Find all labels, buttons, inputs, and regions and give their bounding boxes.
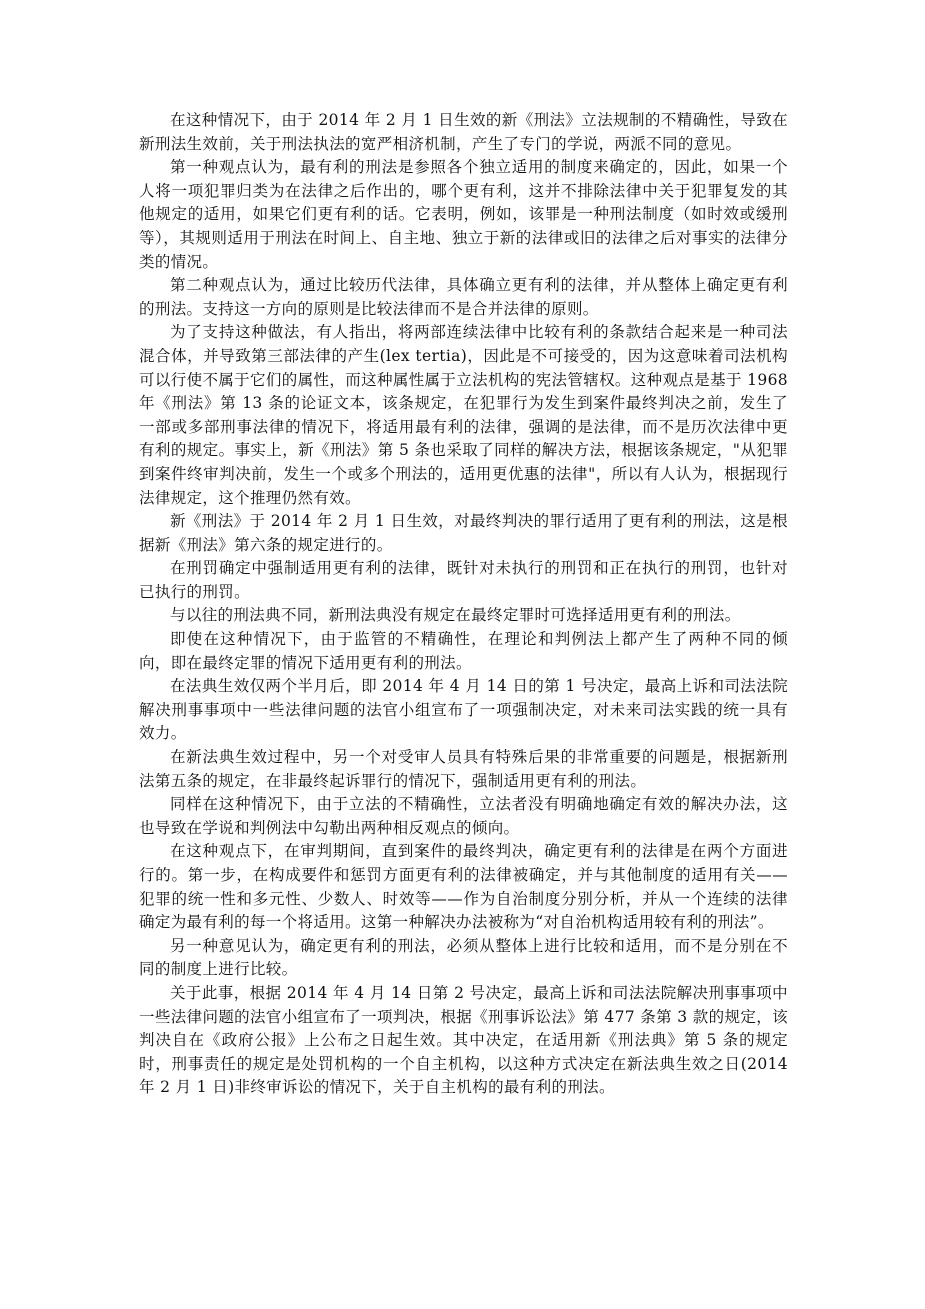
paragraph: 与以往的刑法典不同，新刑法典没有规定在最终定罪时可选择适用更有利的刑法。 [170,606,741,625]
paragraph: 即使在这种情况下，由于监管的不精确性，在理论和判例法上都产生了两种不同的倾向，即在最终定罪的情况下适用更有利的刑法。 [139,630,788,672]
paragraph: 在法典生效仅两个半月后，即 2014 年 4 月 14 日的第 1 号决定，最高上诉和司法法院解决刑事事项中一些法律问题的法官小组宣布了一项强制决定，对未来司法实践的统一具有效力。 [139,677,788,743]
paragraph: 第二种观点认为，通过比较历代法律，具体确立更有利的法律，并从整体上确定更有利的刑法。支持这一方向的原则是比较法律而不是合并法律的原则。 [139,276,788,318]
paragraph: 同样在这种情况下，由于立法的不精确性，立法者没有明确地确定有效的解决办法，这也导致在学说和判例法中勾勒出两种相反观点的倾向。 [139,795,788,837]
paragraph: 新《刑法》于 2014 年 2 月 1 日生效，对最终判决的罪行适用了更有利的刑法，这是根据新《刑法》第六条的规定进行的。 [139,512,788,554]
document-body [139,109,788,1100]
paragraph: 在新法典生效过程中，另一个对受审人员具有特殊后果的非常重要的问题是，根据新刑法第五条的规定，在非最终起诉罪行的情况下，强制适用更有利的刑法。 [139,748,788,790]
paragraph: 第一种观点认为，最有利的刑法是参照各个独立适用的制度来确定的，因此，如果一个人将一项犯罪归类为在法律之后作出的，哪个更有利，这并不排除法律中关于犯罪复发的其他规定的适用，如果它们更有利的话。它表明，例如，该罪是一种刑法制度（如时效或缓刑等），其规则适用于刑法在时间上、自主地、独立于新的法律或旧的法律之后对事实的法律分类的情况。 [139,158,788,271]
paragraph: 关于此事，根据 2014 年 4 月 14 日第 2 号决定，最高上诉和司法法院解决刑事事项中一些法律问题的法官小组宣布了一项判决，根据《刑事诉讼法》第 477 条第 3 款的规定，该判决自在《政府公报》上公布之日起生效。其中决定，在适用新《刑法典》第 5 条的规定时，刑事责任的规定是处罚机构的一个自主机构，以这种方式决定在新法典生效之日(2014 年 2 月 1 日)非终审诉讼的情况下，关于自主机构的最有利的刑法。 [139,983,788,1097]
paragraph: 为了支持这种做法，有人指出，将两部连续法律中比较有利的条款结合起来是一种司法混合体，并导致第三部法律的产生(lex tertia)，因此是不可接受的，因为这意味着司法机构可以行使不属于它们的属性，而这种属性属于立法机构的宪法管辖权。这种观点是基于 1968 年《刑法》第 13 条的论证文本，该条规定，在犯罪行为发生到案件最终判决之前，发生了一部或多部刑事法律的情况下，将适用最有利的法律，强调的是法律，而不是历次法律中更有利的规定。事实上，新《刑法》第 5 条也采取了同样的解决方法，根据该条规定，"从犯罪到案件终审判决前，发生一个或多个刑法的，适用更优惠的法律"，所以有人认为，根据现行法律规定，这个推理仍然有效。 [139,323,788,507]
paragraph: 在这种观点下，在审判期间，直到案件的最终判决，确定更有利的法律是在两个方面进行的。第一步，在构成要件和惩罚方面更有利的法律被确定，并与其他制度的适用有关——犯罪的统一性和多元性、少数人、时效等——作为自治制度分别分析，并从一个连续的法律确定为最有利的每一个将适用。这第一种解决办法被称为“对自治机构适用较有利的刑法”。 [139,842,788,932]
paragraph: 另一种意见认为，确定更有利的刑法，必须从整体上进行比较和适用，而不是分别在不同的制度上进行比较。 [139,936,788,979]
paragraph: 在刑罚确定中强制适用更有利的法律，既针对未执行的刑罚和正在执行的刑罚，也针对已执行的刑罚。 [139,559,788,601]
paragraph: 在这种情况下，由于 2014 年 2 月 1 日生效的新《刑法》立法规制的不精确性，导致在新刑法生效前，关于刑法执法的宽严相济机制，产生了专门的学说，两派不同的意见。 [139,111,788,153]
